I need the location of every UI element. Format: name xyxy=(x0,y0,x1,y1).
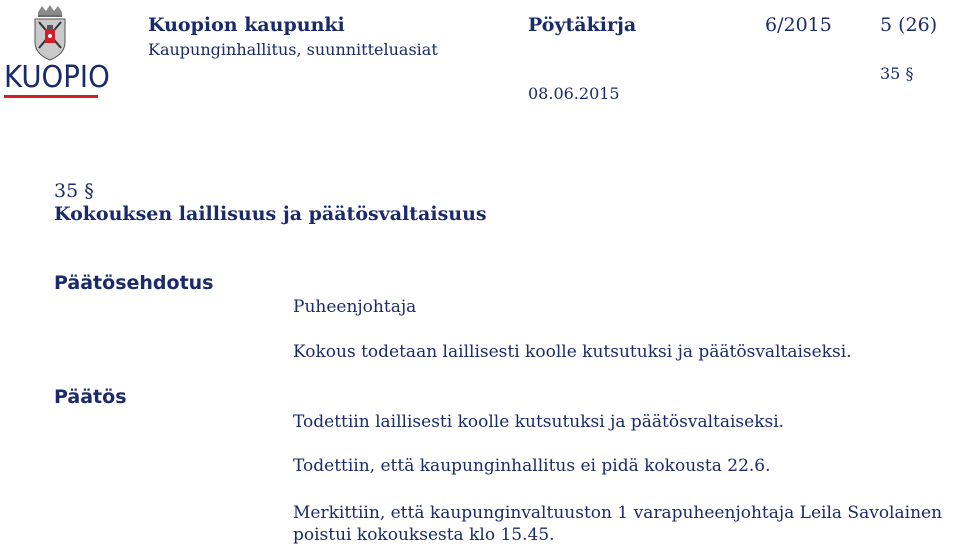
document-number: 6/2015 xyxy=(765,14,832,36)
document-type: Pöytäkirja xyxy=(528,14,637,36)
proposal-label: Päätösehdotus xyxy=(54,272,214,294)
proposal-text: Kokous todetaan laillisesti koolle kutsutuksi ja päätösvaltaiseksi. xyxy=(293,342,852,362)
logo-wordmark: KUOPIO xyxy=(4,60,110,95)
decision-label: Päätös xyxy=(54,386,127,408)
organization-name: Kuopion kaupunki xyxy=(148,14,345,36)
decision-paragraph: Merkittiin, että kaupunginvaltuuston 1 varapuheenjohtaja Leila Savolainen xyxy=(293,503,943,523)
page-number: 5 (26) xyxy=(880,14,938,36)
decision-paragraph: Todettiin laillisesti koolle kutsutuksi ja päätösvaltaiseksi. xyxy=(293,412,785,432)
meeting-date: 08.06.2015 xyxy=(528,84,620,103)
organization-unit: Kaupunginhallitus, suunnitteluasiat xyxy=(148,40,438,59)
decision-paragraph-continued: poistui kokouksesta klo 15.45. xyxy=(293,525,555,545)
decision-paragraph: Todettiin, että kaupunginhallitus ei pidä kokousta 22.6. xyxy=(293,456,771,476)
section-number: 35 § xyxy=(54,180,94,202)
proposal-presenter: Puheenjohtaja xyxy=(293,297,417,317)
header-section-number: 35 § xyxy=(880,64,914,83)
logo-underline xyxy=(4,95,98,98)
section-title: Kokouksen laillisuus ja päätösvaltaisuus xyxy=(54,203,487,225)
